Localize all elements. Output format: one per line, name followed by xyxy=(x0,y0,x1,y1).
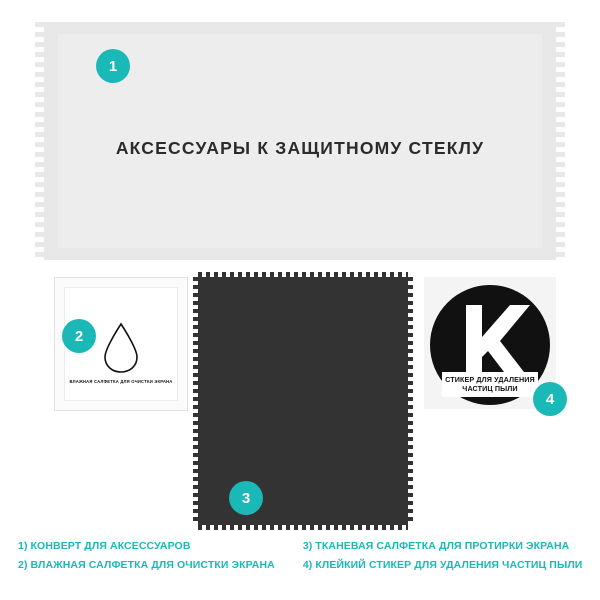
accessory-microfiber-cloth xyxy=(198,277,408,525)
badge-2: 2 xyxy=(62,319,96,353)
badge-3: 3 xyxy=(229,481,263,515)
legend-item-2: 2) ВЛАЖНАЯ САЛФЕТКА ДЛЯ ОЧИСТКИ ЭКРАНА xyxy=(18,559,275,571)
sticker-label-line-1: СТИКЕР ДЛЯ УДАЛЕНИЯ xyxy=(445,375,535,384)
badge-4: 4 xyxy=(533,382,567,416)
envelope-title: АКСЕССУАРЫ К ЗАЩИТНОМУ СТЕКЛУ xyxy=(115,138,485,158)
legend-item-3: 3) ТКАНЕВАЯ САЛФЕТКА ДЛЯ ПРОТИРКИ ЭКРАНА xyxy=(302,540,570,552)
legend-column-left xyxy=(18,540,275,571)
legend-item-1: 1) КОНВЕРТ ДЛЯ АКСЕССУАРОВ xyxy=(18,540,191,552)
legend xyxy=(18,540,582,571)
cloth-serrated-edge-top xyxy=(198,272,408,277)
envelope-serrated-edge-right xyxy=(556,22,565,260)
cloth-serrated-edge-bottom xyxy=(198,525,408,530)
sachet-caption: ВЛАЖНАЯ САЛФЕТКА ДЛЯ ОЧИСТКИ ЭКРАНА xyxy=(69,379,173,384)
sticker-label xyxy=(442,372,538,397)
legend-column-right xyxy=(303,540,583,571)
badge-1: 1 xyxy=(96,49,130,83)
legend-item-4: 4) КЛЕЙКИЙ СТИКЕР ДЛЯ УДАЛЕНИЯ ЧАСТИЦ ПЫЛИ xyxy=(302,559,583,571)
cloth-serrated-edge-left xyxy=(193,277,198,525)
cloth-serrated-edge-right xyxy=(408,277,413,525)
water-drop-icon xyxy=(101,322,141,374)
sticker-label-line-2: ЧАСТИЦ ПЫЛИ xyxy=(462,384,518,393)
envelope-serrated-edge-left xyxy=(35,22,44,260)
